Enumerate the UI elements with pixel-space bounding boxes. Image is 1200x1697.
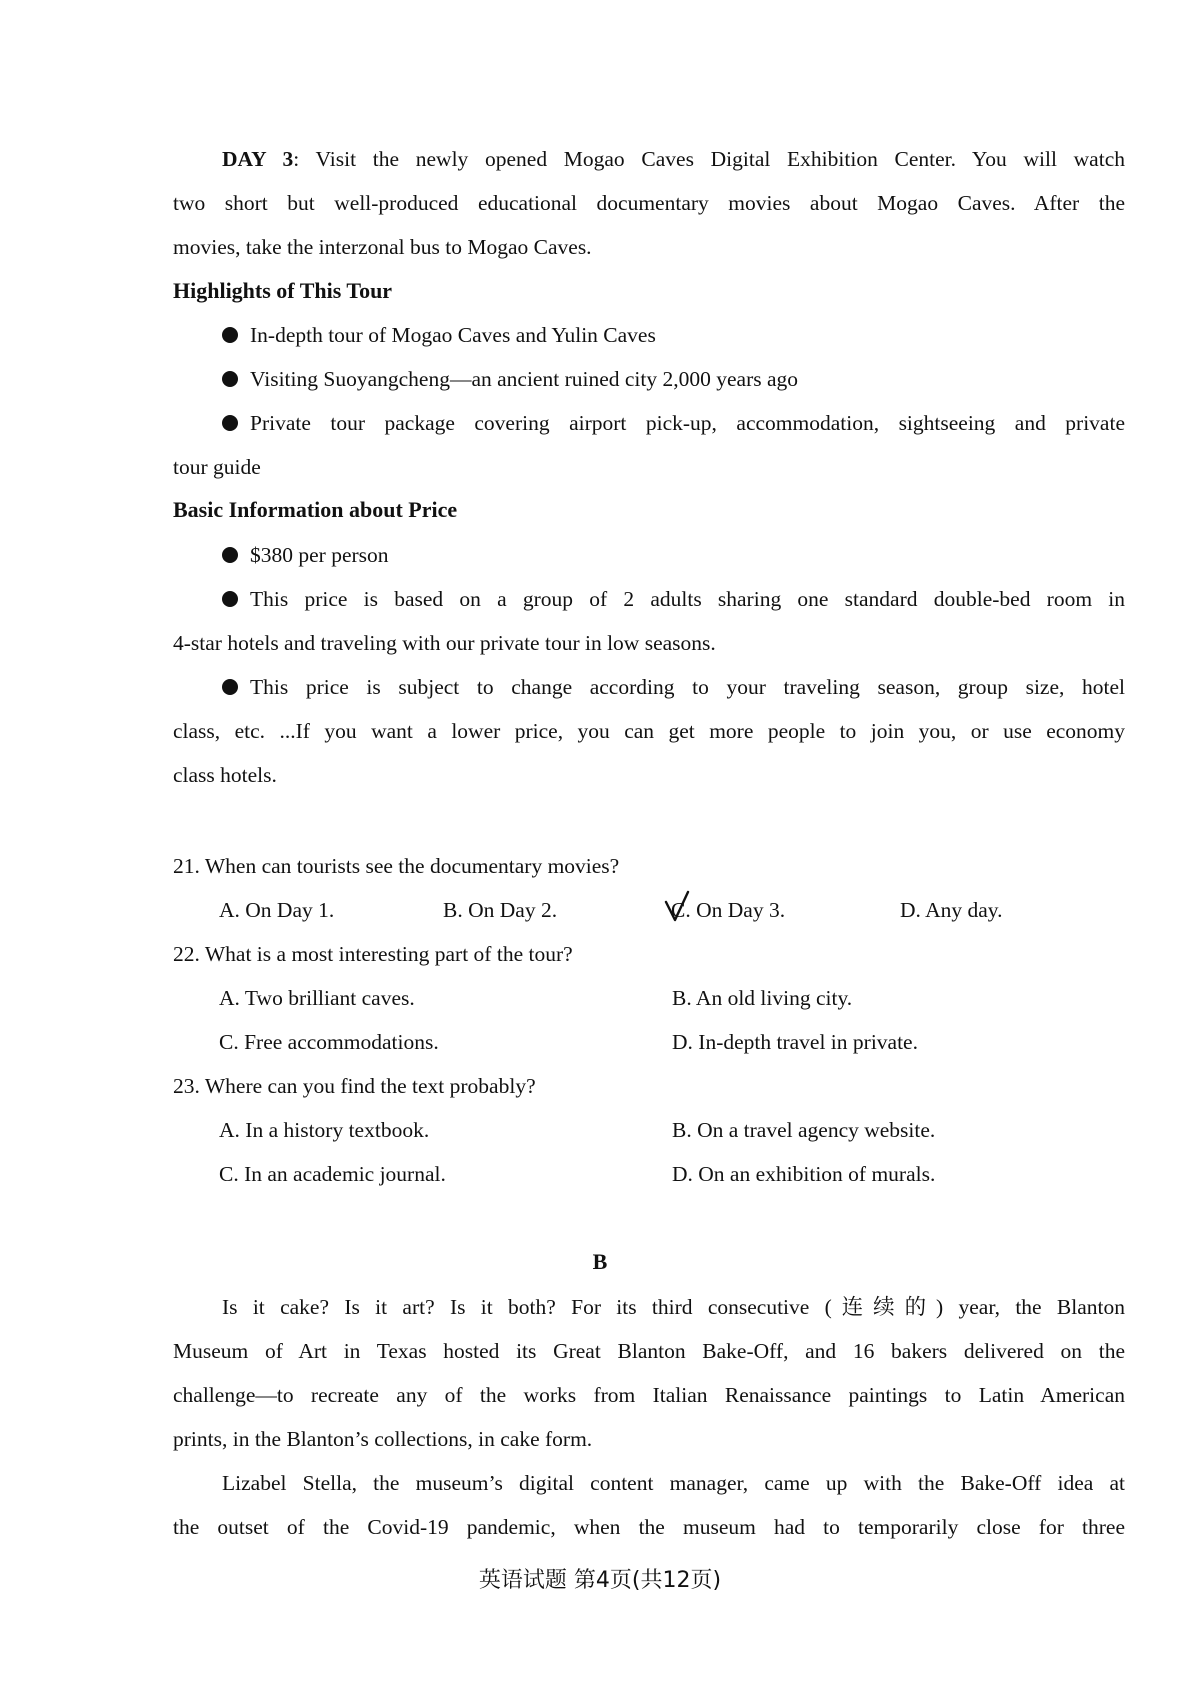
price-item-text: This price is based on a group of 2 adults sharing one standard double-bed room in bbox=[250, 587, 1125, 611]
bullet-icon bbox=[222, 415, 238, 431]
bullet-icon bbox=[222, 371, 238, 387]
option-letter: B. bbox=[443, 898, 463, 922]
option-22d bbox=[672, 1028, 918, 1056]
price-item-text: This price is subject to change according to your traveling season, group size, hotel bbox=[250, 675, 1125, 699]
option-letter: D. bbox=[672, 1162, 693, 1186]
option-text: Two brilliant caves. bbox=[244, 986, 415, 1010]
price-item bbox=[222, 541, 389, 569]
price-item-cont: class, etc. ...If you want a lower price, you can get more people to join you, or use economy bbox=[173, 719, 1125, 743]
question-number: 21. bbox=[173, 854, 200, 878]
question-22 bbox=[173, 940, 573, 968]
bullet-icon bbox=[222, 679, 238, 695]
price-heading: Basic Information about Price bbox=[173, 497, 458, 522]
option-letter: D. bbox=[900, 898, 921, 922]
highlight-item-text: Visiting Suoyangcheng—an ancient ruined city 2,000 years ago bbox=[250, 367, 799, 391]
option-letter: B. bbox=[672, 986, 692, 1010]
option-text: In a history textbook. bbox=[245, 1118, 430, 1142]
option-22b bbox=[672, 984, 852, 1012]
section-b-heading: B bbox=[592, 1249, 608, 1274]
option-text: In-depth travel in private. bbox=[698, 1030, 918, 1054]
option-text: On an exhibition of murals. bbox=[698, 1162, 936, 1186]
section-b-line: Lizabel Stella, the museum’s digital content manager, came up with the Bake-Off idea at bbox=[222, 1471, 1125, 1495]
highlight-item bbox=[222, 321, 656, 349]
option-letter: C. bbox=[219, 1030, 239, 1054]
price-item bbox=[222, 673, 1125, 701]
highlight-item bbox=[222, 365, 798, 393]
option-text: On Day 2. bbox=[468, 898, 558, 922]
highlight-item-cont: tour guide bbox=[173, 455, 261, 479]
option-letter: A. bbox=[219, 986, 240, 1010]
option-22a bbox=[219, 984, 415, 1012]
option-22c bbox=[219, 1028, 439, 1056]
price-item-cont: class hotels. bbox=[173, 763, 277, 787]
option-23a bbox=[219, 1116, 429, 1144]
option-letter: D. bbox=[672, 1030, 693, 1054]
option-23d bbox=[672, 1160, 935, 1188]
section-b-line: Museum of Art in Texas hosted its Great Blanton Bake-Off, and 16 bakers delivered on the bbox=[173, 1339, 1125, 1363]
day3-label: DAY 3 bbox=[222, 147, 294, 171]
option-text: An old living city. bbox=[695, 986, 853, 1010]
highlights-heading: Highlights of This Tour bbox=[173, 278, 393, 303]
section-b-line: prints, in the Blanton’s collections, in cake form. bbox=[173, 1427, 593, 1451]
section-b-line: challenge—to recreate any of the works from Italian Renaissance paintings to Latin American bbox=[173, 1383, 1125, 1407]
highlight-item-text: In-depth tour of Mogao Caves and Yulin Caves bbox=[250, 323, 656, 347]
day3-line2: two short but well-produced educational documentary movies about Mogao Caves. After the bbox=[173, 191, 1125, 215]
section-b-line: Is it cake? Is it art? Is it both? For its third consecutive (连续的) year, the Blanton bbox=[222, 1295, 1125, 1319]
question-text: Where can you find the text probably? bbox=[204, 1074, 536, 1098]
option-text: Any day. bbox=[925, 898, 1003, 922]
option-text: Free accommodations. bbox=[244, 1030, 439, 1054]
question-21 bbox=[173, 852, 619, 880]
day3-line1-text: : Visit the newly opened Mogao Caves Digital Exhibition Center. You will watch bbox=[293, 147, 1125, 171]
option-text: On Day 3. bbox=[696, 898, 786, 922]
price-item-text: $380 per person bbox=[250, 543, 389, 567]
question-23 bbox=[173, 1072, 536, 1100]
section-b-line: the outset of the Covid-19 pandemic, when the museum had to temporarily close for three bbox=[173, 1515, 1125, 1539]
option-letter: B. bbox=[672, 1118, 692, 1142]
question-text: When can tourists see the documentary movies? bbox=[204, 854, 620, 878]
option-text: On a travel agency website. bbox=[697, 1118, 936, 1142]
question-text: What is a most interesting part of the tour? bbox=[204, 942, 573, 966]
highlight-item bbox=[222, 409, 1125, 437]
option-letter: C. bbox=[671, 898, 691, 922]
option-letter: A. bbox=[219, 898, 240, 922]
option-text: On Day 1. bbox=[245, 898, 335, 922]
option-21d bbox=[900, 896, 1003, 924]
bullet-icon bbox=[222, 591, 238, 607]
option-23c bbox=[219, 1160, 446, 1188]
option-letter: C. bbox=[219, 1162, 239, 1186]
question-number: 23. bbox=[173, 1074, 200, 1098]
option-21a bbox=[219, 896, 334, 924]
option-letter: A. bbox=[219, 1118, 240, 1142]
day3-line1 bbox=[222, 145, 1125, 173]
bullet-icon bbox=[222, 327, 238, 343]
question-number: 22. bbox=[173, 942, 200, 966]
page-footer: 英语试题 第4页(共12页) bbox=[478, 1568, 722, 1593]
highlight-item-text: Private tour package covering airport pick-up, accommodation, sightseeing and private bbox=[250, 411, 1125, 435]
option-23b bbox=[672, 1116, 935, 1144]
day3-line3: movies, take the interzonal bus to Mogao Caves. bbox=[173, 235, 592, 259]
option-21b bbox=[443, 896, 557, 924]
price-item bbox=[222, 585, 1125, 613]
option-text: In an academic journal. bbox=[244, 1162, 446, 1186]
price-item-cont: 4-star hotels and traveling with our private tour in low seasons. bbox=[173, 631, 716, 655]
bullet-icon bbox=[222, 547, 238, 563]
checkmark-icon bbox=[664, 890, 690, 924]
